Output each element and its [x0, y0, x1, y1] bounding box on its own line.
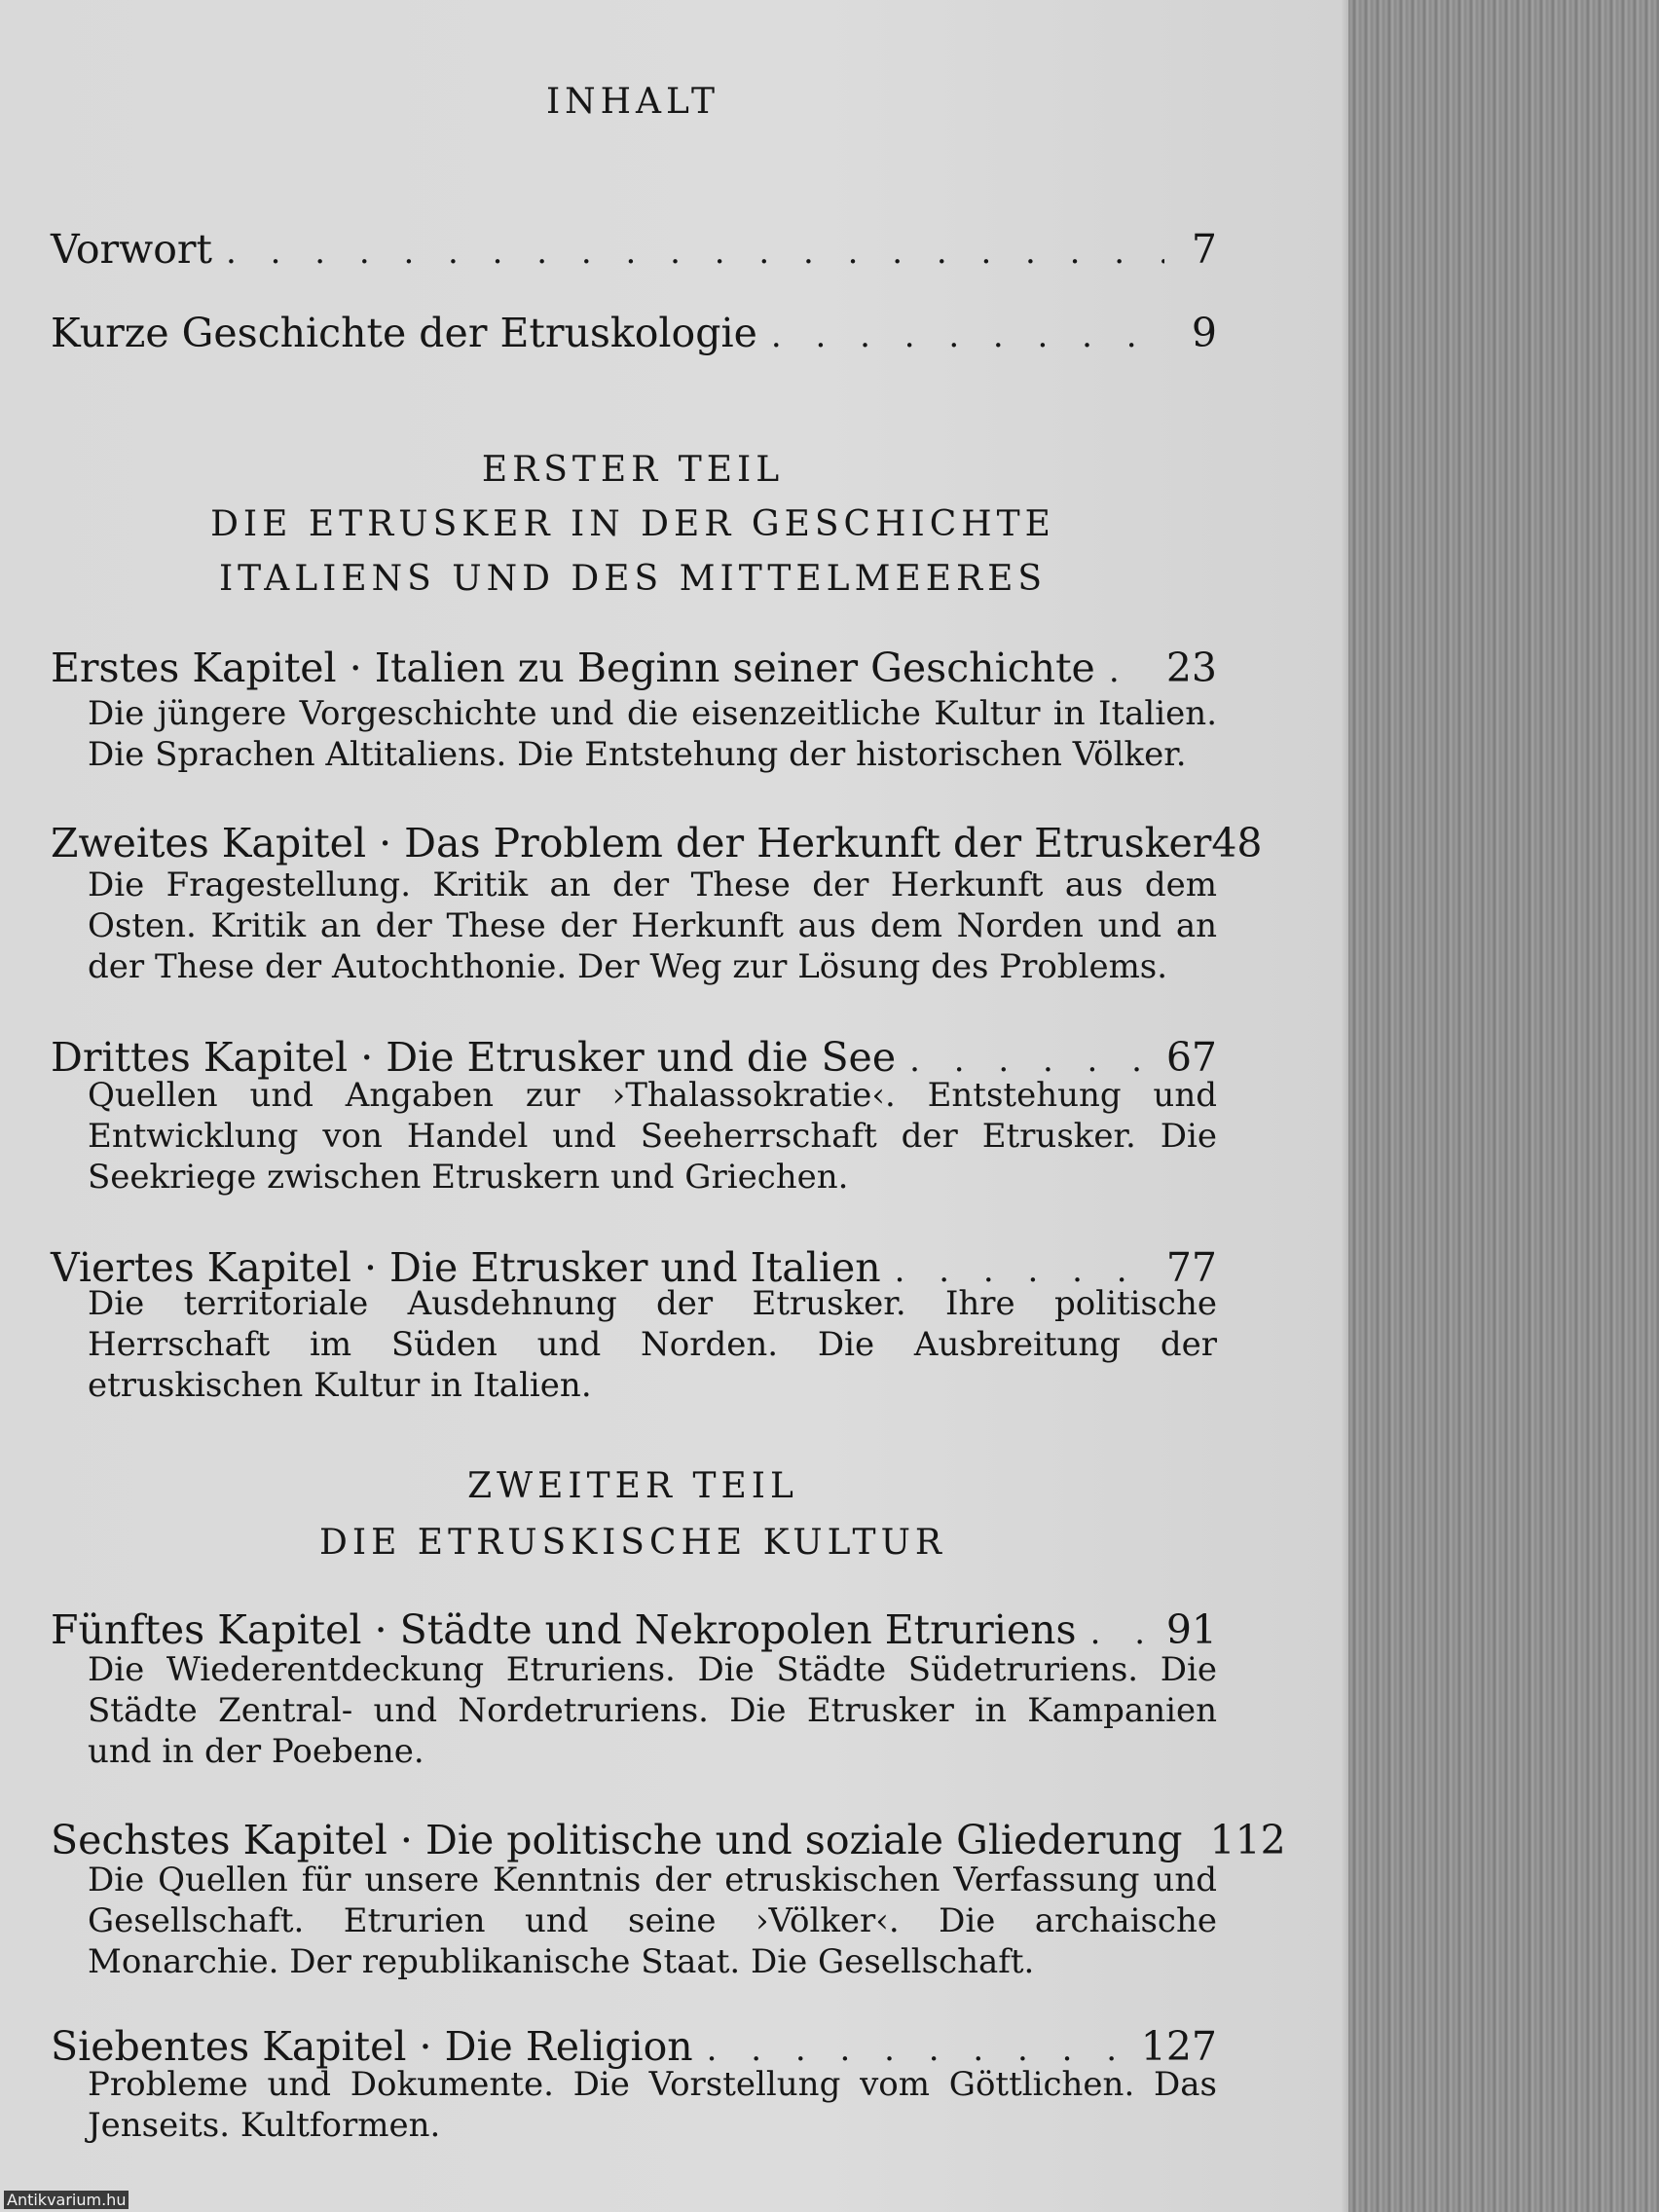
toc-entry-label: Siebentes Kapitel · Die Religion [51, 2023, 693, 2070]
contents-heading: INHALT [545, 82, 720, 122]
watermark: Antikvarium.hu [4, 2191, 129, 2209]
toc-page-number: 77 [1165, 1244, 1217, 1291]
toc-entry-chapter-6 [51, 1817, 1286, 1863]
book-spine [1348, 0, 1659, 2212]
toc-entry-preface [51, 226, 1217, 273]
toc-entry-label: Erstes Kapitel · Italien zu Beginn seiner Geschichte [51, 645, 1095, 691]
part-two-subtitle: DIE ETRUSKISCHE KULTUR [318, 1523, 947, 1563]
toc-entry-chapter-1 [51, 645, 1217, 691]
part-two-title: ZWEITER TEIL [467, 1466, 798, 1506]
chapter-description: Die Quellen für unsere Kenntnis der etruskischen Verfassung und Gesellschaft. Etrurien und seine ›Völker‹. Die archaische Monarchie. Der republikanische Staat. Die Gesellschaft. [88, 1861, 1217, 1981]
toc-page-number: 7 [1191, 226, 1217, 273]
toc-entry-history [51, 310, 1217, 356]
toc-page-number: 67 [1165, 1034, 1217, 1081]
toc-entry-label: Zweites Kapitel · Das Problem der Herkunft der Etrusker [51, 820, 1212, 866]
chapter-description: Die territoriale Ausdehnung der Etrusker. Ihre politische Herrschaft im Süden und Norden. Die Ausbreitung der etruskischen Kultur in Italien. [88, 1284, 1217, 1405]
leader-dots [1090, 1613, 1153, 1652]
toc-entry-label: Kurze Geschichte der Etruskologie [51, 310, 757, 356]
chapter-description: Die Wiederentdeckung Etruriens. Die Städte Südetruriens. Die Städte Zentral- und Nordetruriens. Die Etrusker in Kampanien und in der Poebene. [88, 1650, 1217, 1771]
toc-entry-label: Fünftes Kapitel · Städte und Nekropolen Etruriens [51, 1606, 1077, 1653]
toc-entry-chapter-5 [51, 1606, 1217, 1653]
part-one-title: ERSTER TEIL [481, 450, 785, 490]
toc-page-number: 48 [1211, 820, 1263, 866]
leader-dots [1109, 651, 1153, 690]
toc-entry-label: Viertes Kapitel · Die Etrusker und Italien [51, 1244, 881, 1291]
leader-dots [707, 2030, 1127, 2069]
leader-dots [771, 316, 1164, 355]
chapter-description: Die Fragestellung. Kritik an der These der Herkunft aus dem Osten. Kritik an der These der Herkunft aus dem Norden und an der These der Autochthonie. Der Weg zur Lösung des Problems. [88, 866, 1217, 986]
toc-entry-chapter-2 [51, 820, 1263, 866]
toc-entry-label: Sechstes Kapitel · Die politische und soziale Gliederung [51, 1817, 1183, 1863]
part-one-subtitle-2: ITALIENS UND DES MITTELMEERES [218, 559, 1048, 599]
leader-dots [909, 1041, 1153, 1080]
toc-entry-chapter-3 [51, 1034, 1217, 1081]
toc-page-number: 127 [1140, 2023, 1217, 2070]
chapter-description: Die jüngere Vorgeschichte und die eisenzeitliche Kultur in Italien. Die Sprachen Altitaliens. Die Entstehung der historischen Völker. [88, 694, 1217, 774]
leader-dots [226, 233, 1164, 272]
chapter-description: Quellen und Angaben zur ›Thalassokratie‹. Entstehung und Entwicklung von Handel und Seeherrschaft der Etrusker. Die Seekriege zwischen Etruskern und Griechen. [88, 1076, 1217, 1197]
toc-page-number: 91 [1165, 1606, 1217, 1653]
toc-entry-label: Drittes Kapitel · Die Etrusker und die See [51, 1034, 897, 1081]
toc-page-number: 23 [1165, 645, 1217, 691]
chapter-description: Probleme und Dokumente. Die Vorstellung vom Göttlichen. Das Jenseits. Kultformen. [88, 2065, 1217, 2145]
part-one-subtitle-1: DIE ETRUSKER IN DER GESCHICHTE [210, 504, 1055, 544]
toc-entry-label: Vorwort [51, 226, 212, 273]
toc-page-number: 112 [1209, 1817, 1286, 1863]
toc-entry-chapter-7 [51, 2023, 1217, 2070]
toc-page-number: 9 [1191, 310, 1217, 356]
